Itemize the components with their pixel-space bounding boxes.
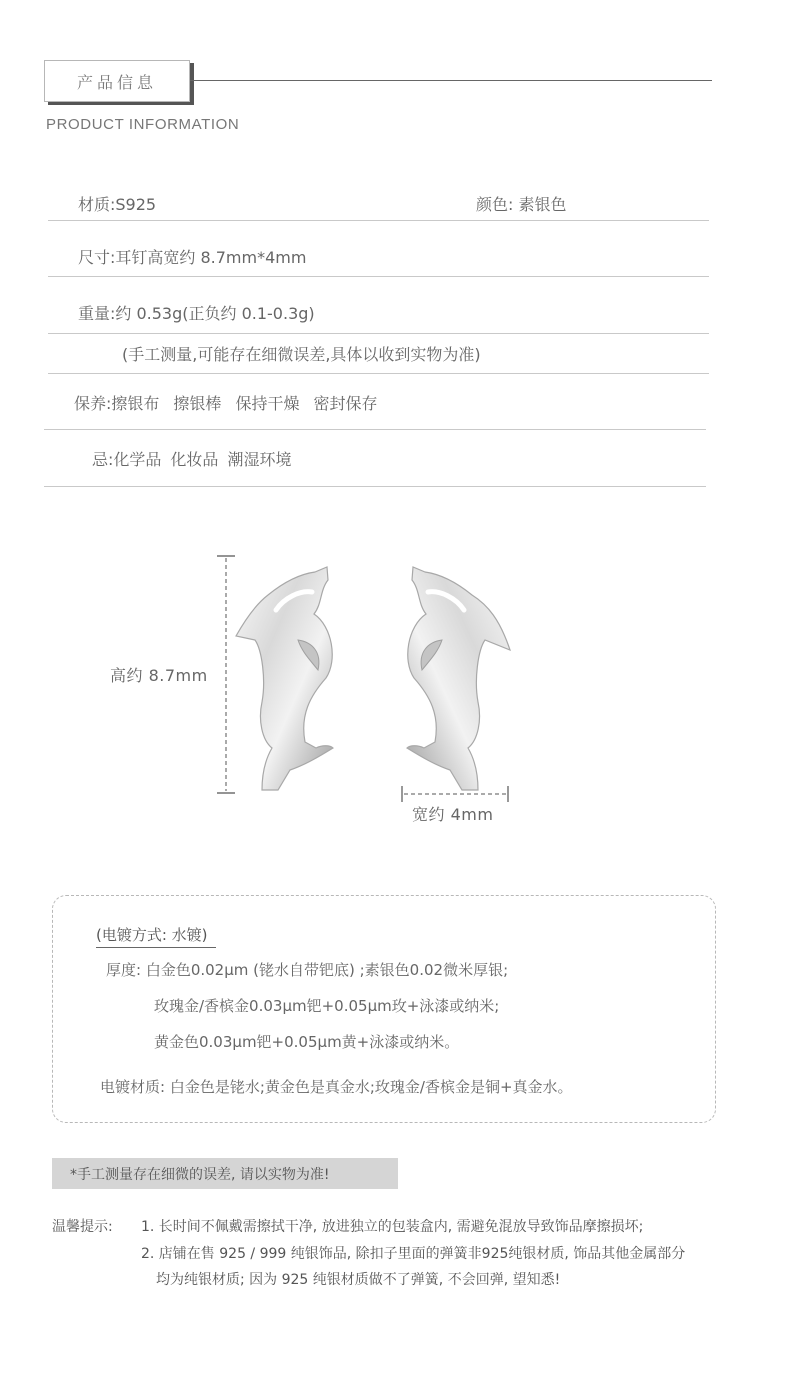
spec-divider xyxy=(48,276,709,277)
height-marker xyxy=(217,556,235,793)
plating-heading: (电镀方式: 水镀) xyxy=(96,924,216,948)
avoid-item: 化妆品 xyxy=(170,450,219,469)
section-title-en: PRODUCT INFORMATION xyxy=(46,116,240,133)
spec-divider xyxy=(44,486,706,487)
spec-size: 尺寸:耳钉高宽约 8.7mm*4mm xyxy=(78,248,307,267)
tip-line-2: 2. 店铺在售 925 / 999 纯银饰品, 除扣子里面的弹簧非925纯银材质, 饰品其他金属部分 xyxy=(141,1246,686,1262)
width-marker xyxy=(402,786,508,802)
plating-material: 电镀材质: 白金色是铑水;黄金色是真金水;玫瑰金/香槟金是铜+真金水。 xyxy=(100,1078,573,1096)
avoid-item: 化学品 xyxy=(113,450,162,469)
spec-divider xyxy=(48,373,709,374)
tip-line-3: 均为纯银材质; 因为 925 纯银材质做不了弹簧, 不会回弹, 望知悉! xyxy=(156,1272,561,1288)
plating-thickness-2: 玫瑰金/香槟金0.03μm钯+0.05μm玫+泳漆或纳米; xyxy=(154,997,500,1015)
plating-thickness-1: 厚度: 白金色0.02μm (铑水自带钯底) ;素银色0.02微米厚银; xyxy=(106,961,509,979)
height-label: 高约 8.7mm xyxy=(110,666,208,685)
title-divider xyxy=(190,80,712,81)
spec-divider xyxy=(48,220,709,221)
care-item: 密封保存 xyxy=(313,394,378,413)
spec-weight-note: (手工测量,可能存在细微误差,具体以收到实物为准) xyxy=(122,345,481,364)
measurement-notice: *手工测量存在细微的误差, 请以实物为准! xyxy=(52,1158,398,1189)
spec-divider xyxy=(48,333,709,334)
spec-divider xyxy=(44,429,706,430)
width-label: 宽约 4mm xyxy=(412,805,494,824)
spec-avoid xyxy=(92,447,291,470)
avoid-item: 潮湿环境 xyxy=(227,450,292,469)
spec-weight: 重量:约 0.53g(正负约 0.1-0.3g) xyxy=(78,304,315,323)
spec-color: 颜色: 素银色 xyxy=(476,195,567,214)
tip-line-1: 1. 长时间不佩戴需擦拭干净, 放进独立的包装盒内, 需避免混放导致饰品摩擦损坏; xyxy=(141,1219,644,1235)
plating-thickness-3: 黄金色0.03μm钯+0.05μm黄+泳漆或纳米。 xyxy=(154,1033,460,1051)
section-title-box xyxy=(44,60,190,102)
care-item: 保持干燥 xyxy=(235,394,300,413)
spec-avoid-label: 忌: xyxy=(92,450,114,469)
product-illustration xyxy=(0,540,800,840)
section-title-cn: 产品信息 xyxy=(76,72,157,92)
care-item: 擦银棒 xyxy=(173,394,222,413)
dolphin-earring-left xyxy=(236,567,333,790)
spec-care-label: 保养: xyxy=(74,394,112,413)
dolphin-earring-right xyxy=(407,567,510,790)
spec-material: 材质:S925 xyxy=(78,195,157,214)
care-item: 擦银布 xyxy=(111,394,160,413)
tips-label: 温馨提示: xyxy=(52,1219,113,1235)
spec-care xyxy=(74,391,377,414)
